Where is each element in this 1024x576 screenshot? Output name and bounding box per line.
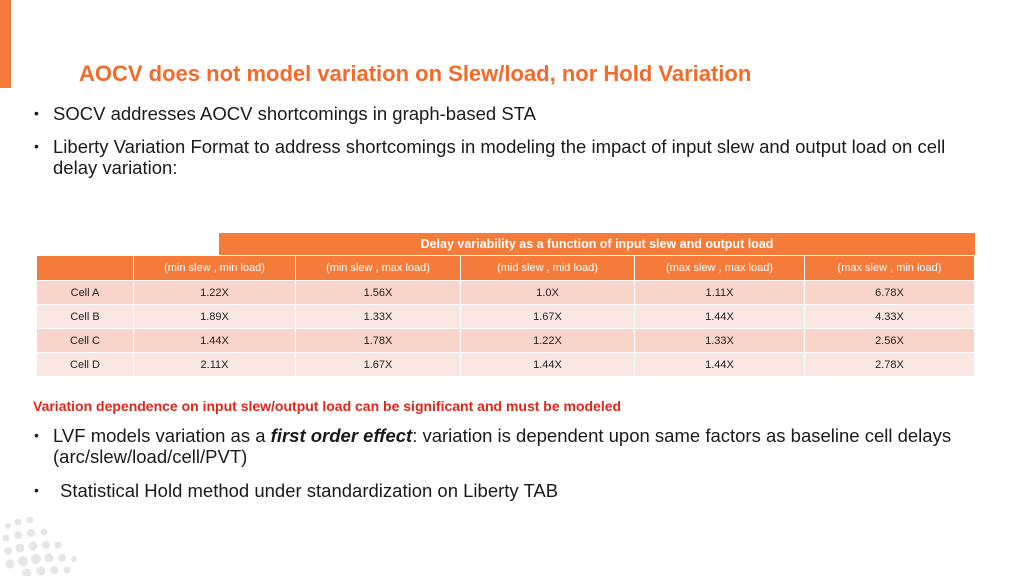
table-cell: 2.78X <box>805 353 975 377</box>
table-cell: 1.89X <box>134 305 296 329</box>
table-cell: 6.78X <box>805 281 975 305</box>
table-cell: 2.11X <box>134 353 296 377</box>
bottom-bullet-list <box>34 425 1004 514</box>
table-row <box>37 353 975 377</box>
row-label: Cell A <box>37 281 134 305</box>
bullet-dot: • <box>34 427 39 443</box>
table-cell: 1.44X <box>635 305 805 329</box>
slide-title: AOCV does not model variation on Slew/load, nor Hold Variation <box>79 61 752 86</box>
table-cell: 1.0X <box>461 281 635 305</box>
table-cell: 1.67X <box>461 305 635 329</box>
table-cell: 1.11X <box>635 281 805 305</box>
table-cell: 1.78X <box>296 329 461 353</box>
table-caption: Delay variability as a function of input slew and output load <box>219 233 975 255</box>
column-header: (max slew , max load) <box>635 256 805 281</box>
column-header: (min slew , min load) <box>134 256 296 281</box>
table-header-row <box>37 256 975 281</box>
column-header: (min slew , max load) <box>296 256 461 281</box>
bullet-dot: • <box>34 482 39 498</box>
column-header-corner <box>37 256 134 281</box>
accent-bar <box>0 0 11 88</box>
table-cell: 1.67X <box>296 353 461 377</box>
table-cell: 4.33X <box>805 305 975 329</box>
table-row <box>37 329 975 353</box>
delay-variability-table <box>36 255 975 377</box>
table-cell: 1.44X <box>635 353 805 377</box>
table-cell: 1.44X <box>134 329 296 353</box>
table-cell: 1.56X <box>296 281 461 305</box>
column-header: (mid slew , mid load) <box>461 256 635 281</box>
bullet-text: SOCV addresses AOCV shortcomings in graph-based STA <box>53 103 536 124</box>
bullet-text: Statistical Hold method under standardization on Liberty TAB <box>60 480 559 501</box>
column-header: (max slew , min load) <box>805 256 975 281</box>
table-cell: 1.33X <box>635 329 805 353</box>
bullet-statistical-hold <box>34 480 1004 501</box>
table-cell: 1.44X <box>461 353 635 377</box>
dotted-globe-decoration <box>0 466 110 576</box>
bullet-dot: • <box>34 138 39 154</box>
bullet-emphasis: first order effect <box>270 425 413 446</box>
table-cell: 2.56X <box>805 329 975 353</box>
row-label: Cell C <box>37 329 134 353</box>
table-cell: 1.33X <box>296 305 461 329</box>
bullet-liberty-variation <box>34 136 994 178</box>
table-row <box>37 305 975 329</box>
bullet-lvf <box>34 425 1004 467</box>
bullet-text-tail: : variation is dependent upon same factors as baseline cell delays (arc/slew/load/cell/PVT) <box>53 425 952 467</box>
table-cell: 1.22X <box>461 329 635 353</box>
row-label: Cell B <box>37 305 134 329</box>
variation-note: Variation dependence on input slew/output load can be significant and must be modeled <box>33 398 622 414</box>
row-label: Cell D <box>37 353 134 377</box>
table-row <box>37 281 975 305</box>
bullet-socv <box>34 103 994 124</box>
table-cell: 1.22X <box>134 281 296 305</box>
bullet-text-lead: LVF models variation as a <box>53 425 271 446</box>
top-bullet-list <box>34 103 994 190</box>
bullet-text: Liberty Variation Format to address shortcomings in modeling the impact of input slew and output load on cell delay variation: <box>53 136 946 178</box>
bullet-dot: • <box>34 105 39 121</box>
